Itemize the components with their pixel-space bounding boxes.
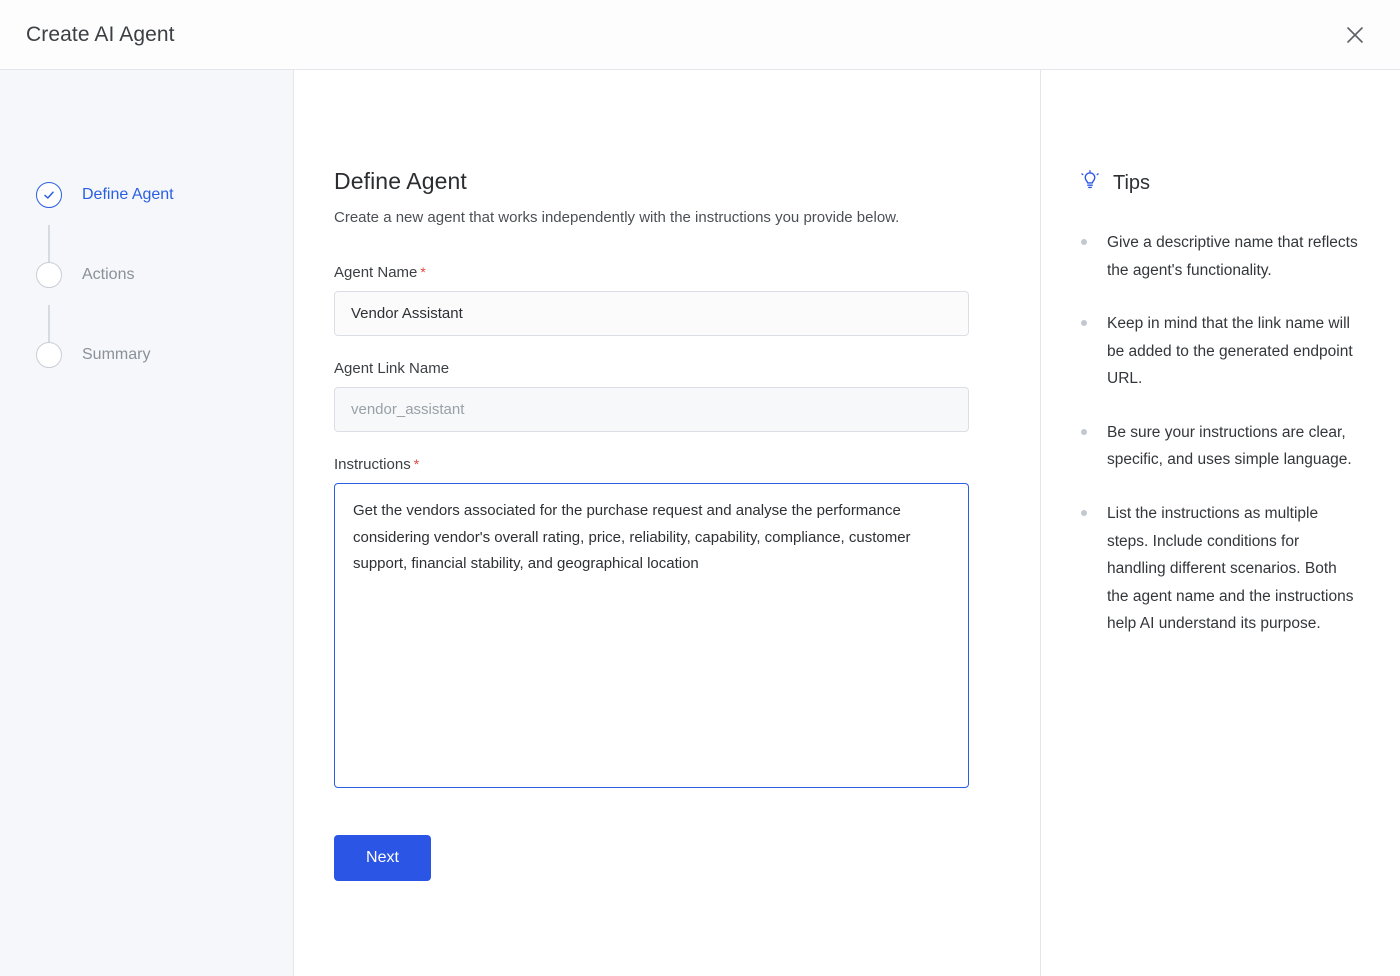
agent-link-name-label-text: Agent Link Name: [334, 360, 450, 377]
lightbulb-icon: [1079, 170, 1101, 197]
page-title: Create AI Agent: [26, 22, 175, 46]
tips-list: [1079, 229, 1360, 638]
agent-name-label-text: Agent Name: [334, 264, 418, 281]
list-item: Keep in mind that the link name will be added to the generated endpoint URL.: [1079, 310, 1360, 393]
agent-name-label: [334, 264, 980, 281]
tips-header: [1079, 170, 1360, 197]
required-marker: *: [420, 264, 426, 280]
list-item: Be sure your instructions are clear, specific, and uses simple language.: [1079, 419, 1360, 474]
instructions-field: [334, 456, 980, 793]
step-label: Define Agent: [82, 186, 174, 203]
instructions-label: [334, 456, 980, 473]
dialog-body: [0, 70, 1400, 976]
form-subtitle: Create a new agent that works independently with the instructions you provide below.: [334, 209, 900, 226]
circle-icon: [36, 342, 62, 368]
sidebar-item-define-agent[interactable]: [0, 178, 293, 212]
tips-title: Tips: [1113, 172, 1151, 194]
list-item: List the instructions as multiple steps. Include conditions for handling different scenarios. Both the agent name and the instructions help AI understand its purpose.: [1079, 500, 1360, 638]
agent-name-field: [334, 264, 980, 336]
agent-link-name-input[interactable]: [334, 387, 969, 432]
main-form-panel: [294, 70, 1040, 976]
dialog-header: [0, 0, 1400, 70]
next-button[interactable]: Next: [334, 835, 431, 881]
check-circle-icon: [36, 182, 62, 208]
form-actions: [334, 835, 980, 881]
tips-panel: [1040, 70, 1400, 976]
instructions-label-text: Instructions: [334, 456, 411, 473]
list-item: Give a descriptive name that reflects the agent's functionality.: [1079, 229, 1360, 284]
instructions-textarea[interactable]: [334, 483, 969, 788]
form-title: Define Agent: [334, 168, 467, 194]
step-rail: [0, 70, 294, 976]
required-marker: *: [413, 456, 420, 472]
sidebar-item-actions[interactable]: [0, 258, 293, 292]
sidebar-item-summary[interactable]: [0, 338, 293, 372]
agent-link-name-label: [334, 360, 980, 377]
close-icon[interactable]: [1338, 18, 1372, 52]
circle-icon: [36, 262, 62, 288]
agent-link-name-field: [334, 360, 980, 432]
agent-name-input[interactable]: [334, 291, 969, 336]
step-label: Summary: [82, 346, 151, 363]
step-label: Actions: [82, 266, 135, 283]
